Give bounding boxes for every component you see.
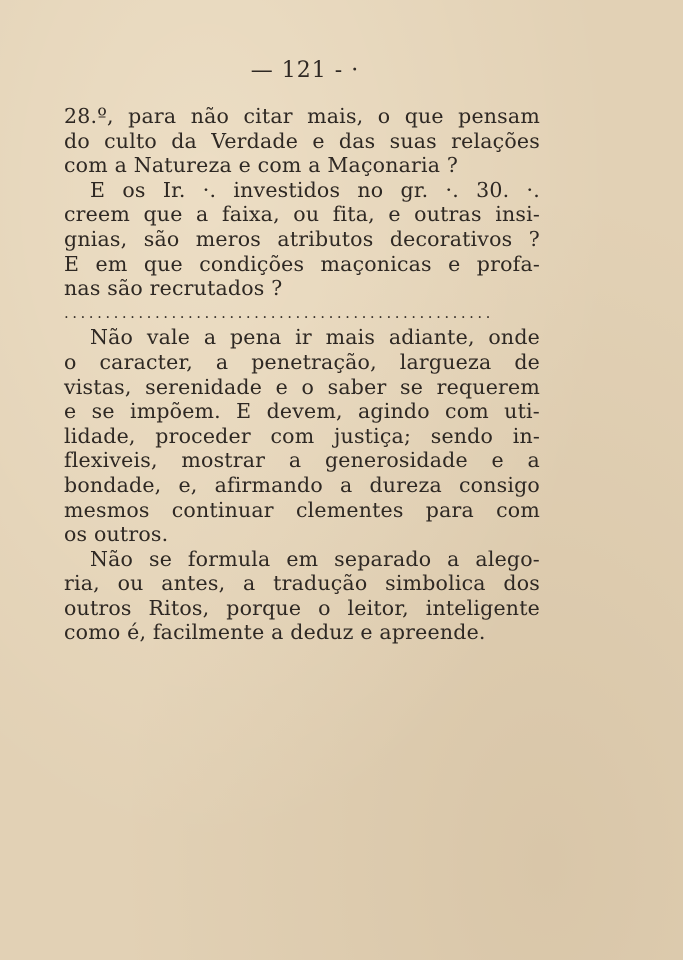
text-line: creem que a faixa, ou fita, e outras insi-	[64, 202, 540, 227]
dotted-separator: ....................................................	[64, 303, 494, 322]
text-line: Não vale a pena ir mais adiante, onde	[90, 325, 540, 350]
text-line: E em que condições maçonicas e profa-	[64, 251, 540, 276]
text-line: como é, facilmente a deduz e apreende.	[64, 620, 486, 645]
text-line: do culto da Verdade e das suas relações	[64, 128, 540, 153]
text-line: lidade, proceder com justiça; sendo in-	[64, 423, 540, 448]
text-line: flexiveis, mostrar a generosidade e a	[64, 448, 540, 473]
text-line: o caracter, a penetração, largueza de	[64, 349, 540, 374]
text-line: nas são recrutados ?	[64, 276, 283, 301]
text-line: mesmos continuar clementes para com	[64, 497, 540, 522]
text-line: ria, ou antes, a tradução simbolica dos	[64, 571, 540, 596]
text-line: Não se formula em separado a alego-	[90, 546, 540, 571]
text-line: com a Natureza e com a Maçonaria ?	[64, 153, 459, 178]
text-line: E os Ir. ·. investidos no gr. ·. 30. ·.	[90, 177, 540, 202]
body-text	[64, 104, 540, 645]
text-line: 28.º, para não citar mais, o que pensam	[64, 104, 540, 128]
text-line: os outros.	[64, 522, 169, 547]
text-line: e se impõem. E devem, agindo com uti-	[64, 399, 540, 424]
text-line: outros Ritos, porque o leitor, inteligente	[64, 595, 540, 620]
text-line: vistas, serenidade e o saber se requerem	[64, 374, 540, 399]
text-line: gnias, são meros atributos decorativos ?	[64, 226, 540, 251]
page-number: — 121 - ·	[250, 58, 360, 83]
text-line: bondade, e, afirmando a dureza consigo	[64, 472, 540, 497]
